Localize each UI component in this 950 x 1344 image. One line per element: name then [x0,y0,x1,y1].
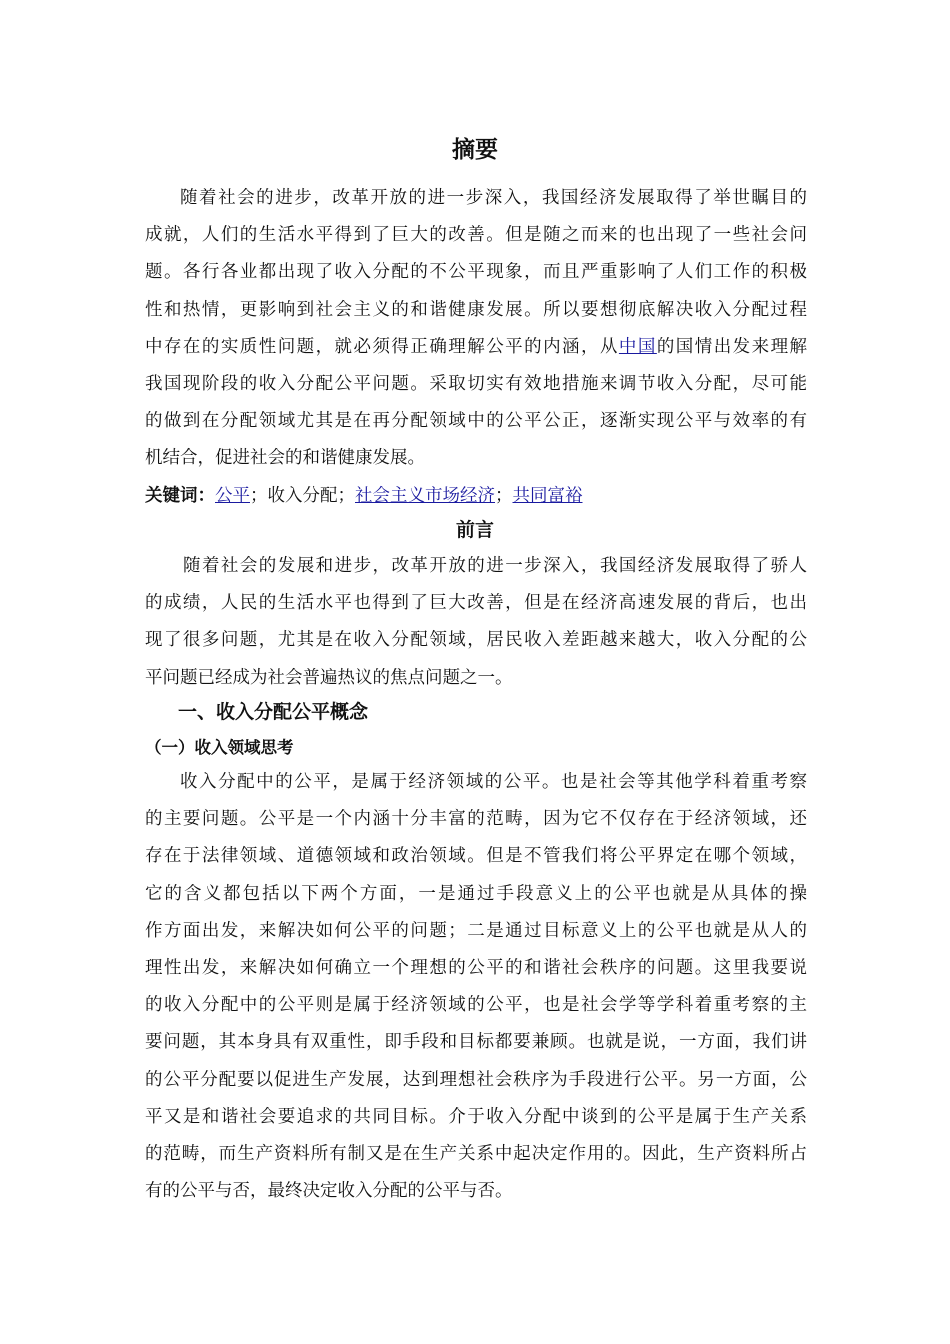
keyword-link-common-prosperity[interactable]: 共同富裕 [512,486,583,506]
section1-line-4: 它的含义都包括以下两个方面，一是通过手段意义上的公平也就是从具体的操 [145,883,807,904]
section1-line-11: 的范畴，而生产资料所有制又是在生产关系中起决定作用的。因此，生产资料所占 [145,1144,807,1165]
abstract-line-8: 机结合，促进社会的和谐健康发展。 [145,448,425,469]
abstract-line-3: 题。各行各业都出现了收入分配的不公平现象，而且严重影响了人们工作的积极 [145,262,807,283]
abstract-line-5-start: 中存在的实质性问题，就必须得正确理解公平的内涵，从 [145,336,619,357]
keyword-separator: ； [495,486,513,506]
keyword-income-distribution: 收入分配 [267,486,338,506]
preface-line-4: 平问题已经成为社会普遍热议的焦点问题之一。 [145,667,513,688]
keyword-separator: ； [250,486,268,506]
abstract-line-5 [145,329,807,366]
section1-line-3: 存在于法律领域、道德领域和政治领域。但是不管我们将公平界定在哪个领域， [145,846,807,867]
preface-line-3: 现了很多问题，尤其是在收入分配领域，居民收入差距越来越大，收入分配的公 [145,630,807,651]
abstract-line-1: 随着社会的进步，改革开放的进一步深入，我国经济发展取得了举世瞩目的 [180,188,807,208]
section1-line-7: 的收入分配中的公平则是属于经济领域的公平，也是社会学等学科着重考察的主 [145,995,807,1016]
section1-paragraph [145,764,807,1210]
abstract-paragraph [145,180,807,478]
abstract-line-2: 成就，人们的生活水平得到了巨大的改善。但是随之而来的也出现了一些社会问 [145,225,807,246]
section1-line-9: 的公平分配要以促进生产发展，达到理想社会秩序为手段进行公平。另一方面，公 [145,1069,807,1090]
abstract-line-4: 性和热情，更影响到社会主义的和谐健康发展。所以要想彻底解决收入分配过程 [145,299,807,320]
preface-title: 前言 [455,519,494,541]
preface-line-1: 随着社会的发展和进步，改革开放的进一步深入，我国经济发展取得了骄人 [183,556,807,576]
section-subheading-1: （一）收入领域思考 [145,738,294,757]
keywords-label: 关键词： [145,486,215,506]
section-heading-1: 一、收入分配公平概念 [178,701,369,723]
link-china[interactable]: 中国 [618,336,657,357]
keyword-link-socialist-market-economy[interactable]: 社会主义市场经济 [355,486,495,506]
section1-line-6: 理性出发，来解决如何确立一个理想的公平的和谐社会秩序的问题。这里我要说 [145,958,807,979]
abstract-title: 摘要 [452,137,498,163]
abstract-line-7: 的做到在分配领域尤其是在再分配领域中的公平公正，逐渐实现公平与效率的有 [145,411,807,432]
preface-paragraph [145,548,807,697]
preface-line-2: 的成绩，人民的生活水平也得到了巨大改善，但是在经济高速发展的背后，也出 [145,593,807,614]
section1-line-10: 平又是和谐社会要追求的共同目标。介于收入分配中谈到的公平是属于生产关系 [145,1106,807,1127]
section1-line-8: 要问题，其本身具有双重性，即手段和目标都要兼顾。也就是说，一方面，我们讲 [145,1032,807,1053]
keywords-line [145,480,583,512]
section1-line-12: 有的公平与否，最终决定收入分配的公平与否。 [145,1181,513,1202]
section1-line-5: 作方面出发，来解决如何公平的问题；二是通过目标意义上的公平也就是从人的 [145,920,807,941]
section1-line-1: 收入分配中的公平，是属于经济领域的公平。也是社会等其他学科着重考察 [180,772,807,792]
abstract-line-5-end: 的国情出发来理解 [656,336,808,357]
keyword-link-fairness[interactable]: 公平 [215,486,250,506]
section1-line-2: 的主要问题。公平是一个内涵十分丰富的范畴，因为它不仅存在于经济领域，还 [145,809,807,830]
abstract-line-6: 我国现阶段的收入分配公平问题。采取切实有效地措施来调节收入分配，尽可能 [145,374,807,395]
keyword-separator: ； [337,486,355,506]
